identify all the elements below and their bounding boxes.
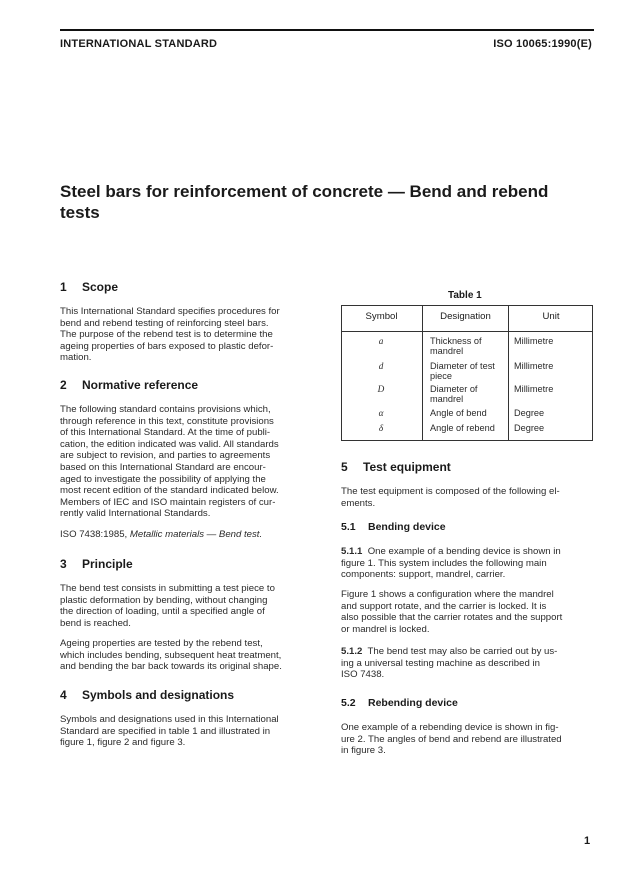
section-5-text: The test equipment is composed of the following el- ements. xyxy=(341,486,560,509)
table-header-symbol: Symbol xyxy=(365,311,398,322)
header-left: INTERNATIONAL STANDARD xyxy=(60,38,218,50)
table-cell-designation: Thickness of mandrel xyxy=(430,336,482,356)
section-2-heading: 2 Normative reference xyxy=(60,378,199,392)
table-cell-unit: Millimetre xyxy=(514,336,554,346)
table-cell-unit: Degree xyxy=(514,423,545,433)
table-cell-designation: Diameter of mandrel xyxy=(430,384,478,404)
document-title: Steel bars for reinforcement of concrete — Bend and rebend tests xyxy=(60,182,549,222)
section-3-para-2: Ageing properties are tested by the rebend test, which includes bending, subsequent heat treatment, and bending the bar back towards its original shape. xyxy=(60,638,282,673)
table-cell-designation: Angle of rebend xyxy=(430,423,495,433)
table-cell-symbol: a xyxy=(378,336,384,346)
table-cell-designation: Angle of bend xyxy=(430,408,487,418)
section-5-1-heading: 5.1 Bending device xyxy=(341,521,446,533)
table-header-unit: Unit xyxy=(542,311,560,322)
section-5-2-heading: 5.2 Rebending device xyxy=(341,697,458,709)
page-number: 1 xyxy=(584,835,591,847)
table-cell-designation: Diameter of test piece xyxy=(430,361,495,381)
section-4-text: Symbols and designations used in this International Standard are specified in table 1 and illustrated in figure 1, figure 2 and figure 3. xyxy=(60,714,279,749)
section-5-2-text: One example of a rebending device is shown in fig- ure 2. The angles of bend and rebend are illustrated in figure 3. xyxy=(341,722,562,757)
section-1-text: This International Standard specifies procedures for bend and rebend testing of reinforcing steel bars. The purpose of the rebend test is to determine the ageing properties of bars exposed to plastic defor- mation. xyxy=(60,306,280,364)
table-cell-symbol: d xyxy=(378,361,384,371)
table-cell-symbol: D xyxy=(377,384,385,394)
symbols-table xyxy=(341,305,593,441)
table-cell-unit: Millimetre xyxy=(514,361,554,371)
section-3-para-1: The bend test consists in submitting a test piece to plastic deformation by bending, without changing the direction of loading, until a specified angle of bend is reached. xyxy=(60,583,275,629)
table-header-designation: Designation xyxy=(440,311,491,322)
table-cell-symbol: δ xyxy=(378,423,384,433)
section-1-heading: 1 Scope xyxy=(60,280,119,294)
table-cell-unit: Degree xyxy=(514,408,545,418)
section-4-heading: 4 Symbols and designations xyxy=(60,688,235,702)
section-5-1-1-para-2: Figure 1 shows a configuration where the mandrel and support rotate, and the carrier is locked. It is also possible that the carrier rotates and the support or mandrel is locked. xyxy=(341,589,563,635)
section-2-text: The following standard contains provisions which, through reference in this text, constitute provisions of this International Standard. At the time of publi- cation, the edition indicated was valid. All standards are subject to revision, and parties to agreements based on this International Standard are encour- aged to investigate the possibility of applying the most recent edition of the standard indicated below. Members of IEC and ISO maintain registers of cur- rently valid International Standards. xyxy=(60,404,279,520)
table-cell-unit: Millimetre xyxy=(514,384,554,394)
section-5-1-2-text: 5.1.2 The bend test may also be carried out by us- ing a universal testing machine as described in ISO 7438. xyxy=(341,646,558,681)
table-caption: Table 1 xyxy=(448,290,482,301)
section-5-1-1-text: 5.1.1 One example of a bending device is shown in figure 1. This system includes the following main components: support, mandrel, carrier. xyxy=(341,546,561,581)
top-rule xyxy=(60,29,594,31)
normative-reference-citation: ISO 7438:1985, Metallic materials — Bend test. xyxy=(60,529,263,540)
section-5-heading: 5 Test equipment xyxy=(341,460,451,474)
header-right: ISO 10065:1990(E) xyxy=(493,38,592,50)
table-cell-symbol: α xyxy=(378,408,384,418)
section-3-heading: 3 Principle xyxy=(60,557,133,571)
